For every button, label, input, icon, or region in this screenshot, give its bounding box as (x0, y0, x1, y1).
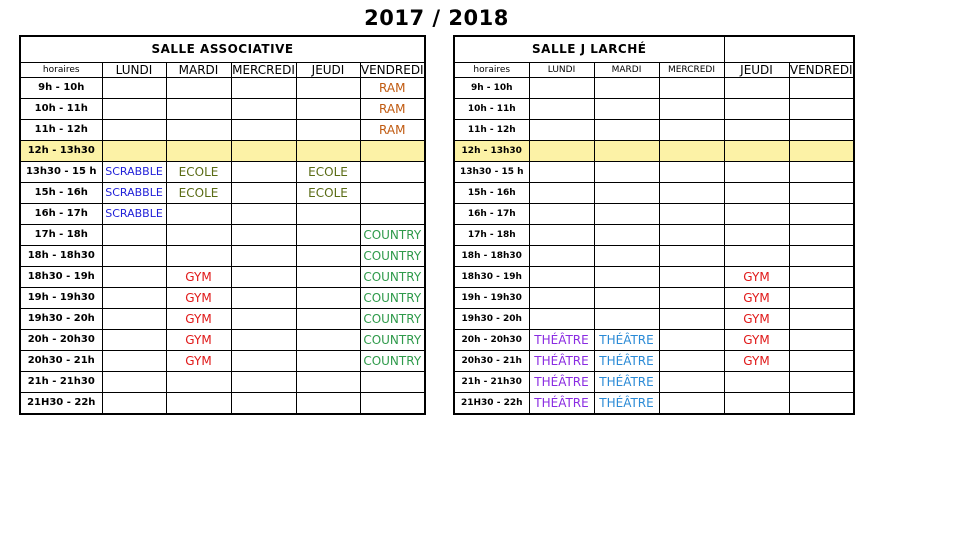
associative-cell-jeudi (296, 309, 360, 330)
larche-time-row (454, 288, 854, 309)
associative-time-slot: 19h - 19h30 (20, 288, 102, 309)
associative-cell-jeudi: ECOLE (296, 183, 360, 204)
associative-cell-vendredi: COUNTRY (360, 225, 425, 246)
larche-day-lundi: LUNDI (529, 63, 594, 78)
associative-cell-mardi (166, 99, 231, 120)
larche-time-row (454, 246, 854, 267)
larche-time-row (454, 183, 854, 204)
larche-cell-jeudi (724, 204, 789, 225)
larche-time-row (454, 309, 854, 330)
associative-cell-vendredi: RAM (360, 99, 425, 120)
larche-cell-mardi (594, 288, 659, 309)
larche-cell-mercredi (659, 99, 724, 120)
larche-time-slot: 20h30 - 21h (454, 351, 529, 372)
larche-cell-mercredi (659, 141, 724, 162)
associative-cell-lundi: SCRABBLE (102, 183, 166, 204)
associative-cell-lundi: SCRABBLE (102, 162, 166, 183)
larche-cell-lundi: THÉÂTRE (529, 372, 594, 393)
associative-days-row (20, 63, 425, 78)
larche-cell-mardi (594, 141, 659, 162)
larche-cell-mercredi (659, 162, 724, 183)
associative-time-row (20, 309, 425, 330)
associative-time-row (20, 162, 425, 183)
larche-cell-lundi (529, 183, 594, 204)
associative-cell-jeudi (296, 267, 360, 288)
associative-day-vendredi: VENDREDI (360, 63, 424, 77)
associative-cell-jeudi (296, 330, 360, 351)
associative-cell-lundi (102, 267, 166, 288)
associative-cell-vendredi: COUNTRY (360, 246, 425, 267)
associative-cell-mercredi (231, 309, 296, 330)
associative-cell-jeudi (296, 141, 360, 162)
associative-time-row (20, 372, 425, 393)
larche-cell-mercredi (659, 78, 724, 99)
larche-time-slot: 19h30 - 20h (454, 309, 529, 330)
larche-cell-vendredi (789, 204, 854, 225)
larche-time-row (454, 225, 854, 246)
larche-cell-jeudi (724, 246, 789, 267)
larche-days-row (454, 63, 854, 78)
associative-cell-vendredi (360, 141, 425, 162)
associative-time-row (20, 393, 425, 415)
larche-cell-lundi (529, 99, 594, 120)
associative-day-lundi: LUNDI (102, 63, 166, 78)
associative-cell-vendredi (360, 183, 425, 204)
associative-cell-mardi: GYM (166, 309, 231, 330)
larche-cell-mercredi (659, 351, 724, 372)
larche-cell-lundi (529, 120, 594, 141)
larche-time-row (454, 120, 854, 141)
associative-cell-vendredi: COUNTRY (360, 330, 425, 351)
associative-cell-mardi (166, 204, 231, 225)
associative-day-mercredi: MERCREDI (232, 63, 295, 77)
associative-cell-mercredi (231, 267, 296, 288)
larche-header-row (454, 36, 854, 63)
associative-time-row (20, 225, 425, 246)
associative-cell-lundi: SCRABBLE (102, 204, 166, 225)
larche-cell-mardi (594, 267, 659, 288)
larche-time-slot: 20h - 20h30 (454, 330, 529, 351)
larche-cell-vendredi (789, 309, 854, 330)
associative-time-row (20, 78, 425, 99)
larche-cell-vendredi (789, 183, 854, 204)
associative-time-slot: 16h - 17h (20, 204, 102, 225)
associative-cell-mercredi (231, 141, 296, 162)
larche-cell-vendredi (789, 330, 854, 351)
larche-cell-mardi (594, 204, 659, 225)
larche-time-slot: 21H30 - 22h (454, 393, 529, 415)
associative-time-slot: 18h - 18h30 (20, 246, 102, 267)
larche-cell-vendredi (789, 141, 854, 162)
associative-cell-mardi (166, 141, 231, 162)
associative-cell-jeudi (296, 78, 360, 99)
associative-time-slot: 10h - 11h (20, 99, 102, 120)
salle-associative-table (19, 35, 426, 415)
associative-cell-jeudi (296, 204, 360, 225)
associative-header-row (20, 36, 425, 63)
associative-cell-mardi: ECOLE (166, 162, 231, 183)
associative-day-mardi: MARDI (166, 63, 231, 78)
associative-time-slot: 18h30 - 19h (20, 267, 102, 288)
larche-cell-lundi (529, 309, 594, 330)
larche-time-slot: 15h - 16h (454, 183, 529, 204)
associative-cell-lundi (102, 372, 166, 393)
associative-time-slot: 20h30 - 21h (20, 351, 102, 372)
associative-cell-vendredi (360, 372, 425, 393)
larche-time-row (454, 351, 854, 372)
larche-cell-mardi: THÉÂTRE (594, 372, 659, 393)
associative-cell-lundi (102, 141, 166, 162)
associative-day-jeudi: JEUDI (296, 63, 360, 78)
associative-time-row (20, 120, 425, 141)
associative-time-slot: 12h - 13h30 (20, 141, 102, 162)
larche-cell-mercredi (659, 372, 724, 393)
larche-cell-mercredi (659, 267, 724, 288)
associative-cell-jeudi (296, 99, 360, 120)
larche-cell-mardi (594, 78, 659, 99)
associative-time-row (20, 246, 425, 267)
associative-cell-mercredi (231, 288, 296, 309)
larche-cell-lundi (529, 162, 594, 183)
associative-time-row (20, 351, 425, 372)
larche-cell-mardi: THÉÂTRE (594, 330, 659, 351)
associative-time-row (20, 267, 425, 288)
associative-cell-vendredi: COUNTRY (360, 288, 425, 309)
associative-cell-mardi (166, 120, 231, 141)
associative-cell-mardi: GYM (166, 267, 231, 288)
associative-cell-mercredi (231, 351, 296, 372)
larche-cell-jeudi: GYM (724, 351, 789, 372)
associative-cell-lundi (102, 393, 166, 415)
larche-cell-lundi (529, 246, 594, 267)
larche-cell-jeudi (724, 183, 789, 204)
associative-cell-mardi (166, 225, 231, 246)
larche-cell-vendredi (789, 372, 854, 393)
larche-cell-jeudi (724, 99, 789, 120)
larche-cell-lundi: THÉÂTRE (529, 351, 594, 372)
larche-cell-jeudi: GYM (724, 330, 789, 351)
larche-day-mercredi: MERCREDI (659, 63, 724, 78)
associative-cell-mercredi (231, 393, 296, 415)
larche-cell-jeudi (724, 225, 789, 246)
larche-time-slot: 19h - 19h30 (454, 288, 529, 309)
associative-cell-jeudi (296, 246, 360, 267)
larche-cell-jeudi (724, 78, 789, 99)
larche-cell-jeudi: GYM (724, 309, 789, 330)
larche-cell-mardi (594, 309, 659, 330)
larche-cell-mardi (594, 120, 659, 141)
larche-time-slot: 13h30 - 15 h (454, 162, 529, 183)
larche-time-slot: 10h - 11h (454, 99, 529, 120)
larche-cell-mardi: THÉÂTRE (594, 393, 659, 415)
associative-time-row (20, 330, 425, 351)
associative-cell-vendredi: COUNTRY (360, 309, 425, 330)
larche-time-row (454, 330, 854, 351)
associative-time-slot: 19h30 - 20h (20, 309, 102, 330)
larche-cell-jeudi (724, 393, 789, 415)
associative-cell-vendredi: RAM (360, 120, 425, 141)
larche-day-mardi: MARDI (594, 63, 659, 78)
salle-larche-body (454, 36, 854, 414)
larche-horaires-label: horaires (454, 63, 529, 78)
larche-cell-mercredi (659, 120, 724, 141)
larche-cell-jeudi (724, 141, 789, 162)
larche-time-row (454, 162, 854, 183)
associative-cell-mercredi (231, 162, 296, 183)
associative-cell-mardi: GYM (166, 351, 231, 372)
associative-cell-mercredi (231, 246, 296, 267)
larche-time-slot: 9h - 10h (454, 78, 529, 99)
larche-cell-lundi (529, 267, 594, 288)
associative-cell-mardi: GYM (166, 288, 231, 309)
larche-cell-jeudi (724, 372, 789, 393)
associative-cell-jeudi (296, 120, 360, 141)
associative-time-slot: 11h - 12h (20, 120, 102, 141)
associative-cell-mardi: ECOLE (166, 183, 231, 204)
larche-cell-vendredi (789, 351, 854, 372)
associative-cell-mercredi (231, 372, 296, 393)
associative-time-slot: 9h - 10h (20, 78, 102, 99)
associative-cell-lundi (102, 78, 166, 99)
salle-associative-body (20, 36, 425, 414)
associative-cell-vendredi: COUNTRY (360, 267, 425, 288)
larche-cell-mardi (594, 99, 659, 120)
larche-time-row (454, 267, 854, 288)
larche-cell-lundi (529, 204, 594, 225)
larche-cell-jeudi: GYM (724, 288, 789, 309)
larche-time-slot: 12h - 13h30 (454, 141, 529, 162)
associative-time-row (20, 141, 425, 162)
larche-cell-lundi (529, 225, 594, 246)
associative-time-slot: 13h30 - 15 h (20, 162, 102, 183)
associative-cell-mardi (166, 78, 231, 99)
associative-cell-mercredi (231, 330, 296, 351)
associative-time-row (20, 204, 425, 225)
associative-time-slot: 21h - 21h30 (20, 372, 102, 393)
associative-time-row (20, 183, 425, 204)
associative-cell-lundi (102, 246, 166, 267)
associative-cell-mercredi (231, 99, 296, 120)
associative-cell-jeudi (296, 288, 360, 309)
associative-time-slot: 21H30 - 22h (20, 393, 102, 415)
associative-time-slot: 20h - 20h30 (20, 330, 102, 351)
associative-cell-vendredi (360, 204, 425, 225)
larche-cell-mercredi (659, 288, 724, 309)
associative-cell-lundi (102, 288, 166, 309)
associative-cell-mercredi (231, 204, 296, 225)
associative-cell-lundi (102, 225, 166, 246)
associative-cell-lundi (102, 120, 166, 141)
larche-cell-vendredi (789, 246, 854, 267)
associative-cell-mardi: GYM (166, 330, 231, 351)
larche-cell-mercredi (659, 246, 724, 267)
larche-cell-vendredi (789, 393, 854, 415)
larche-cell-lundi (529, 288, 594, 309)
associative-cell-vendredi: COUNTRY (360, 351, 425, 372)
associative-cell-mercredi (231, 225, 296, 246)
associative-cell-jeudi (296, 372, 360, 393)
associative-cell-mercredi (231, 120, 296, 141)
larche-header-blank (724, 36, 854, 63)
associative-cell-lundi (102, 330, 166, 351)
larche-time-slot: 11h - 12h (454, 120, 529, 141)
associative-cell-vendredi (360, 393, 425, 415)
larche-cell-vendredi (789, 120, 854, 141)
larche-cell-mardi (594, 246, 659, 267)
larche-cell-mercredi (659, 393, 724, 415)
larche-cell-mardi (594, 183, 659, 204)
associative-time-slot: 17h - 18h (20, 225, 102, 246)
larche-time-row (454, 204, 854, 225)
larche-cell-lundi: THÉÂTRE (529, 330, 594, 351)
larche-cell-vendredi (789, 99, 854, 120)
larche-cell-vendredi (789, 267, 854, 288)
associative-cell-vendredi (360, 162, 425, 183)
larche-cell-jeudi (724, 162, 789, 183)
associative-cell-mardi (166, 246, 231, 267)
larche-cell-mercredi (659, 330, 724, 351)
larche-cell-lundi: THÉÂTRE (529, 393, 594, 415)
larche-day-vendredi: VENDREDI (789, 63, 853, 77)
larche-time-slot: 21h - 21h30 (454, 372, 529, 393)
larche-cell-jeudi (724, 120, 789, 141)
associative-time-slot: 15h - 16h (20, 183, 102, 204)
larche-cell-vendredi (789, 288, 854, 309)
associative-cell-lundi (102, 309, 166, 330)
larche-time-row (454, 78, 854, 99)
larche-time-row (454, 372, 854, 393)
schedule-year-title: 2017 / 2018 (364, 6, 509, 30)
larche-time-row (454, 141, 854, 162)
larche-time-slot: 18h - 18h30 (454, 246, 529, 267)
associative-cell-jeudi (296, 351, 360, 372)
larche-cell-lundi (529, 78, 594, 99)
larche-time-slot: 17h - 18h (454, 225, 529, 246)
larche-time-row (454, 99, 854, 120)
larche-time-slot: 16h - 17h (454, 204, 529, 225)
larche-cell-mercredi (659, 204, 724, 225)
larche-room-name: SALLE J LARCHÉ (454, 36, 724, 63)
larche-cell-vendredi (789, 162, 854, 183)
associative-cell-mardi (166, 393, 231, 415)
larche-cell-mardi (594, 162, 659, 183)
salle-larche-table (453, 35, 855, 415)
associative-time-row (20, 288, 425, 309)
associative-cell-jeudi: ECOLE (296, 162, 360, 183)
larche-cell-vendredi (789, 225, 854, 246)
larche-cell-mercredi (659, 183, 724, 204)
larche-cell-lundi (529, 141, 594, 162)
associative-cell-jeudi (296, 393, 360, 415)
larche-cell-mardi: THÉÂTRE (594, 351, 659, 372)
larche-cell-vendredi (789, 78, 854, 99)
associative-time-row (20, 99, 425, 120)
larche-cell-mercredi (659, 225, 724, 246)
associative-cell-lundi (102, 99, 166, 120)
associative-cell-mercredi (231, 183, 296, 204)
larche-cell-jeudi: GYM (724, 267, 789, 288)
associative-horaires-label: horaires (20, 63, 102, 78)
larche-time-slot: 18h30 - 19h (454, 267, 529, 288)
larche-time-row (454, 393, 854, 415)
larche-cell-mardi (594, 225, 659, 246)
associative-cell-jeudi (296, 225, 360, 246)
associative-room-name: SALLE ASSOCIATIVE (20, 36, 425, 63)
larche-day-jeudi: JEUDI (724, 63, 789, 78)
larche-cell-mercredi (659, 309, 724, 330)
associative-cell-mercredi (231, 78, 296, 99)
associative-cell-mardi (166, 372, 231, 393)
associative-cell-lundi (102, 351, 166, 372)
associative-cell-vendredi: RAM (360, 78, 425, 99)
